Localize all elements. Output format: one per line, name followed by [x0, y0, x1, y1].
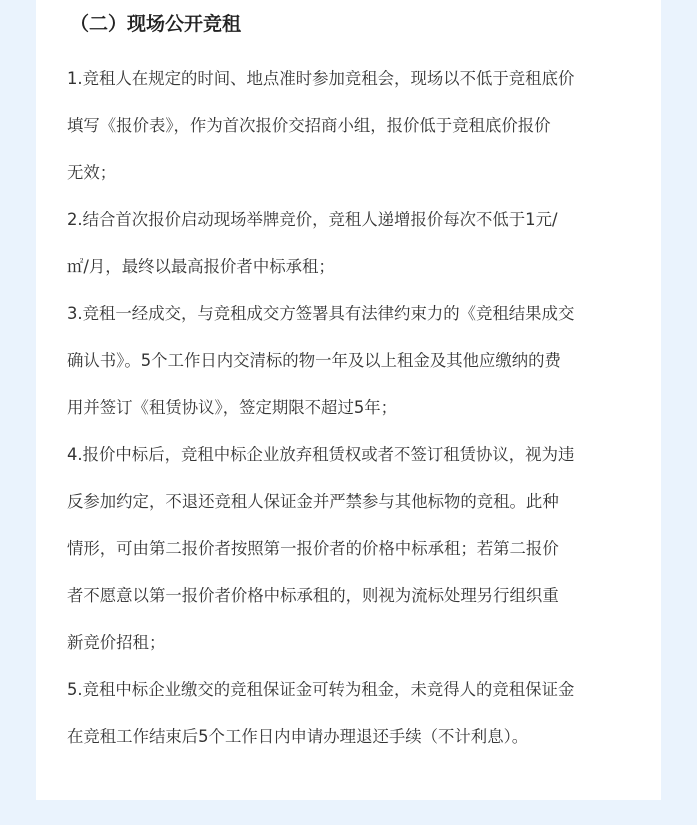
body-line: 者不愿意以第一报价者价格中标承租的，则视为流标处理另行组织重 — [67, 586, 559, 605]
body-line: 在竞租工作结束后5个工作日内申请办理退还手续（不计利息）。 — [67, 727, 529, 746]
body-line: 2.结合首次报价启动现场举牌竞价，竞租人递增报价每次不低于1元/ — [67, 210, 558, 229]
body-line: 确认书》。5个工作日内交清标的物一年及以上租金及其他应缴纳的费 — [67, 351, 561, 370]
body-line: 情形，可由第二报价者按照第一报价者的价格中标承租；若第二报价 — [67, 539, 559, 558]
body-line: 3.竞租一经成交，与竞租成交方签署具有法律约束力的《竞租结果成交 — [67, 304, 575, 323]
section-heading: （二）现场公开竞租 — [70, 13, 242, 35]
body-line: ㎡/月，最终以最高报价者中标承租； — [67, 257, 335, 276]
body-line: 1.竞租人在规定的时间、地点准时参加竞租会，现场以不低于竞租底价 — [67, 69, 575, 88]
body-line: 新竞价招租； — [67, 633, 166, 652]
section-body — [67, 55, 637, 760]
body-line: 5.竞租中标企业缴交的竞租保证金可转为租金，未竞得人的竞租保证金 — [67, 680, 575, 699]
body-line: 无效； — [67, 163, 117, 182]
body-line: 填写《报价表》，作为首次报价交招商小组，报价低于竞租底价报价 — [67, 116, 551, 135]
body-line: 用并签订《租赁协议》，签定期限不超过5年； — [67, 398, 398, 417]
body-line: 4.报价中标后，竞租中标企业放弃租赁权或者不签订租赁协议，视为违 — [67, 445, 575, 464]
body-line: 反参加约定，不退还竞租人保证金并严禁参与其他标物的竞租。此种 — [67, 492, 559, 511]
